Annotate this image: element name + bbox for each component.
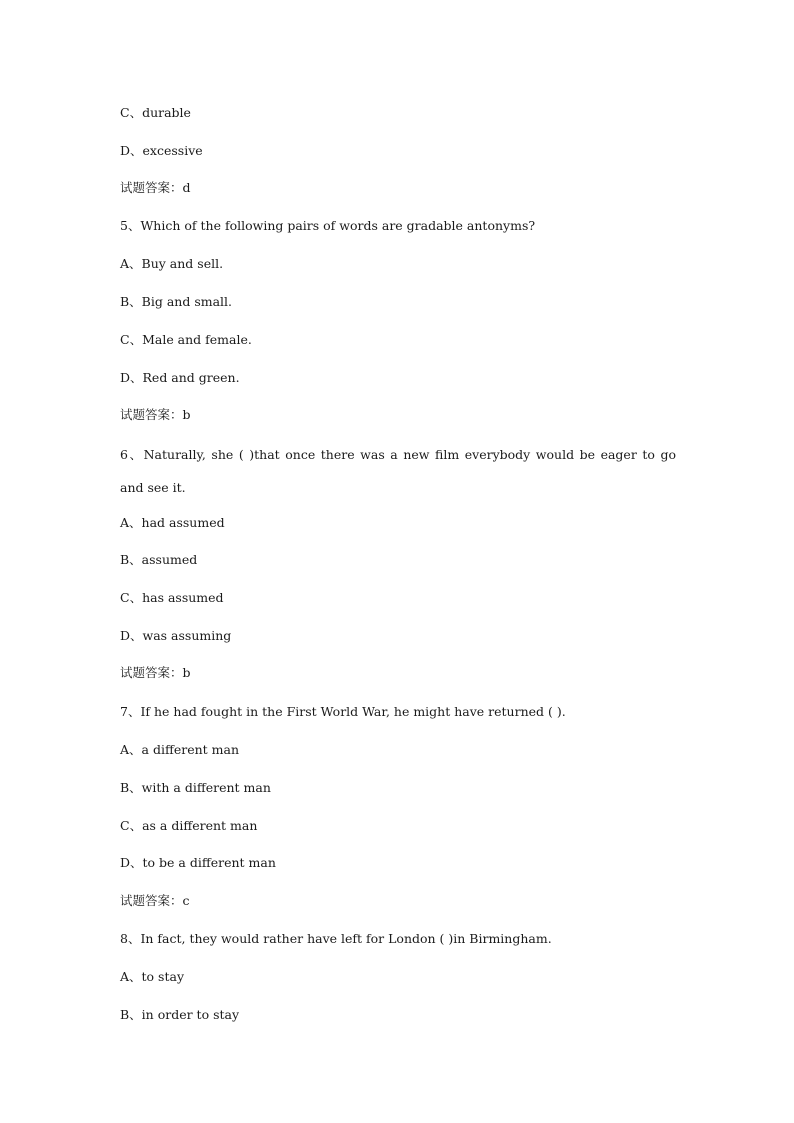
q6-answer: 试题答案：b (120, 665, 191, 680)
q7-option-a: A、a different man (120, 742, 240, 757)
q4-option-d: D、excessive (120, 143, 203, 158)
q6-option-d: D、was assuming (120, 628, 232, 643)
q5-answer: 试题答案：b (120, 407, 191, 422)
q7-option-c: C、as a different man (120, 818, 258, 833)
q5-question: 5、Which of the following pairs of words are gradable antonyms? (120, 218, 536, 233)
q8-question: 8、In fact, they would rather have left for London ( )in Birmingham. (120, 931, 552, 946)
q6-option-b: B、assumed (120, 552, 198, 567)
q8-option-b: B、in order to stay (120, 1007, 240, 1022)
q7-option-b: B、with a different man (120, 780, 271, 795)
q7-question: 7、If he had fought in the First World War, he might have returned ( ). (120, 704, 566, 719)
q6-option-a: A、had assumed (120, 515, 225, 530)
q5-option-d: D、Red and green. (120, 370, 240, 385)
q5-option-c: C、Male and female. (120, 332, 252, 347)
q7-answer: 试题答案：c (120, 893, 190, 908)
q4-option-c: C、durable (120, 105, 191, 120)
q5-option-a: A、Buy and sell. (120, 256, 224, 271)
q5-option-b: B、Big and small. (120, 294, 233, 309)
q4-answer: 试题答案：d (120, 180, 191, 195)
q7-option-d: D、to be a different man (120, 855, 276, 870)
q8-option-a: A、to stay (120, 969, 185, 984)
q6-question: 6、Naturally, she ( )that once there was a new film everybody would be eager to go and see it. (120, 447, 676, 495)
q6-option-c: C、has assumed (120, 590, 224, 605)
